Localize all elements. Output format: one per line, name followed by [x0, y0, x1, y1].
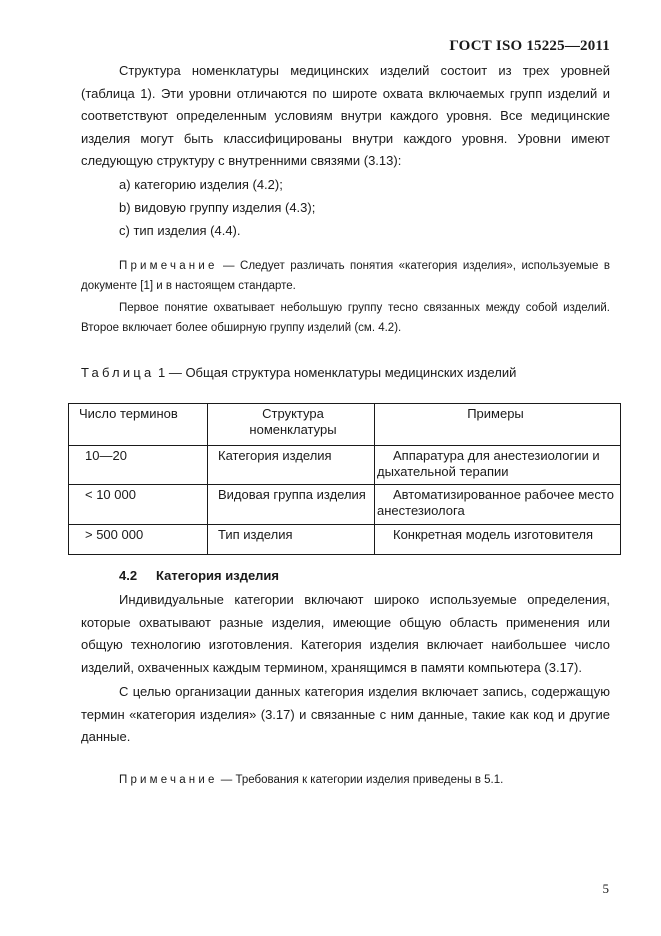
section-heading	[119, 568, 279, 583]
list-marker: а)	[119, 177, 131, 192]
note-label: Примечание	[119, 774, 218, 786]
list-item-text: тип изделия (4.4).	[133, 223, 241, 238]
list-marker: с)	[119, 223, 130, 238]
table-cell: Видовая группа изделия	[208, 485, 375, 525]
table-cell: 10—20	[69, 446, 208, 485]
note-comparison: Первое понятие охватывает небольшую группу тесно связанных между собой изделий. Второе включает более обширную группу изделий (см. 4.2).	[81, 302, 610, 334]
table-cell-text: Аппаратура для анестезиологии и дыхательной терапии	[377, 448, 600, 479]
table-caption-text: 1 — Общая структура номенклатуры медицинских изделий	[154, 365, 517, 380]
list-item-text: видовую группу изделия (4.3);	[134, 200, 316, 215]
list-item	[119, 219, 315, 242]
nomenclature-table	[68, 403, 621, 555]
table-cell	[375, 485, 621, 525]
document-header: ГОСТ ISO 15225—2011	[449, 38, 610, 54]
table-cell	[375, 525, 621, 555]
table-header-cell: Структура номенклатуры	[208, 404, 375, 446]
table-row	[69, 525, 621, 555]
paragraph-data-organization: С целью организации данных категория изделия включает запись, содержащую термин «категория изделия» (3.17) и связанные с ним данные, такие как код и другие данные.	[81, 684, 610, 745]
table-cell: Категория изделия	[208, 446, 375, 485]
paragraph-categories: Индивидуальные категории включают широко используемые определения, которые охватывают разные изделия, имеющие общую область применения или общую технологию изготовления. Категория изделия включает наибольшее число изделий, охваченных каждым термином, хранящимся в памяти компьютера (3.17).	[81, 592, 610, 675]
structure-list	[119, 173, 315, 242]
table-cell	[375, 446, 621, 485]
section-title: Категория изделия	[156, 568, 280, 583]
list-item	[119, 173, 315, 196]
table-cell-text: Конкретная модель изготовителя	[393, 527, 594, 542]
list-marker: b)	[119, 200, 131, 215]
paragraph-structure: Структура номенклатуры медицинских изделий состоит из трех уровней (таблица 1). Эти уровни отличаются по широте охвата включаемых групп изделий и соответствуют определенным условиям внутри каждого уровня. Все медицинские изделия могут быть классифицированы внутри каждого уровня. Уровни имеют следующую структуру с внутренними связями (3.13):	[81, 63, 610, 169]
table-cell: Тип изделия	[208, 525, 375, 555]
table-caption-label: Таблица	[81, 365, 155, 380]
note-text: — Требования к категории изделия приведены в 5.1.	[217, 774, 504, 786]
list-item	[119, 196, 315, 219]
table-cell: < 10 000	[69, 485, 208, 525]
table-cell: > 500 000	[69, 525, 208, 555]
table-cell-text: Автоматизированное рабочее место анестезиолога	[377, 487, 614, 518]
note-label: Примечание	[119, 260, 218, 272]
note-text: — Следует различать понятия «категория изделия», используемые в документе [1] и в настоящем стандарте.	[81, 260, 610, 292]
table-header-cell: Примеры	[375, 404, 621, 446]
table-row	[69, 446, 621, 485]
table-row	[69, 485, 621, 525]
note-requirements	[81, 771, 610, 791]
table-header-cell: Число терминов	[69, 404, 208, 446]
table-caption	[81, 365, 516, 380]
page-number: 5	[602, 881, 609, 896]
list-item-text: категорию изделия (4.2);	[134, 177, 283, 192]
section-number: 4.2	[119, 568, 138, 583]
note-terminology	[81, 257, 610, 296]
table-header-row	[69, 404, 621, 446]
